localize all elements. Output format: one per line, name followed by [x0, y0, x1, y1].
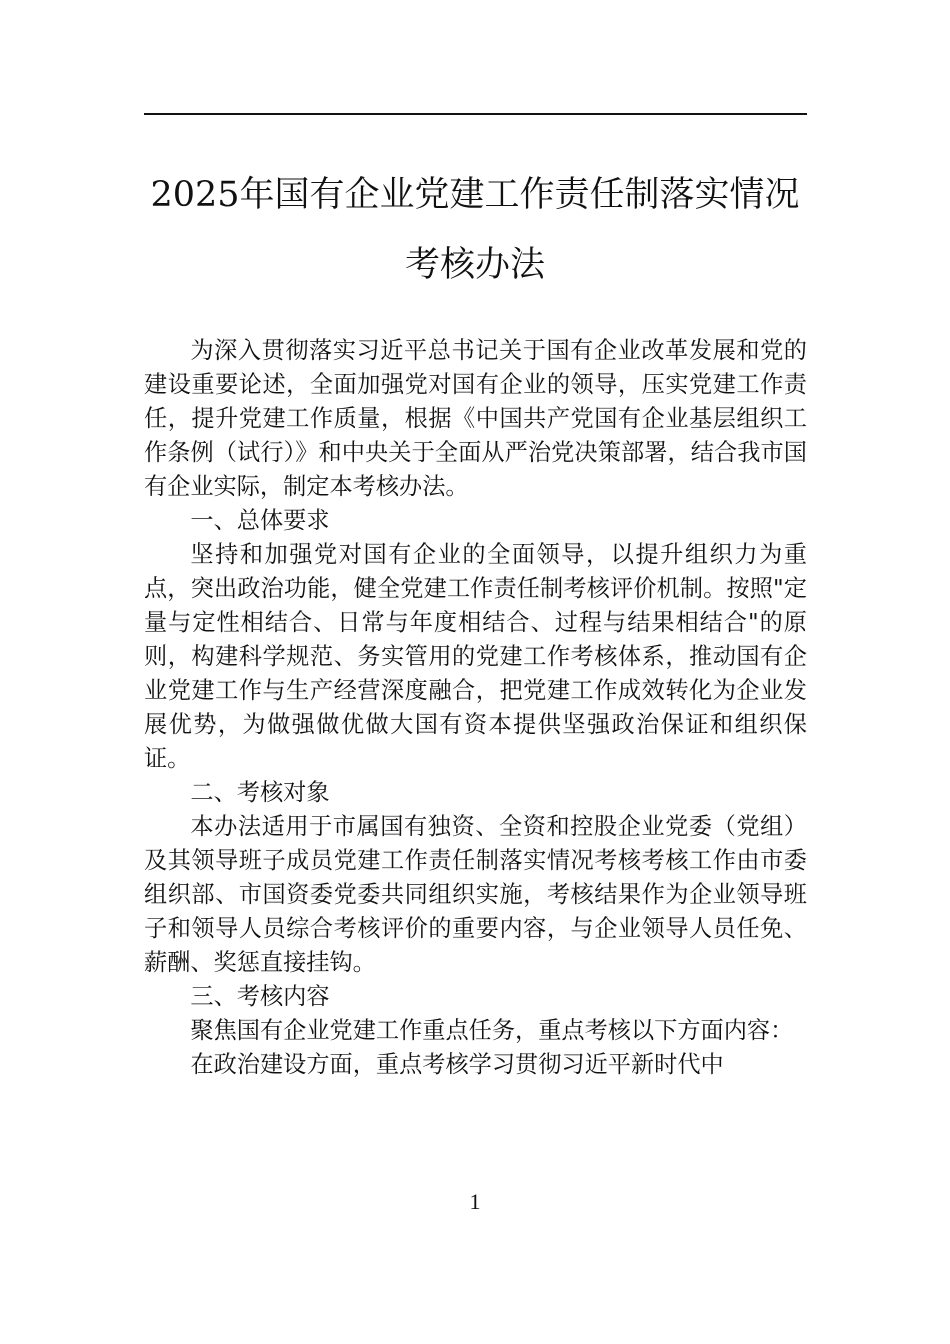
document-body	[144, 334, 807, 1082]
section-heading-general-requirements: 一、总体要求	[190, 507, 330, 534]
section-heading-assessment-content: 三、考核内容	[190, 983, 330, 1010]
document-title-line-1: 2025年国有企业党建工作责任制落实情况	[150, 175, 800, 215]
page-number: 1	[469, 1189, 481, 1214]
paragraph-general-requirements: 坚持和加强党对国有企业的全面领导，以提升组织力为重点，突出政治功能，健全党建工作责任制考核评价机制。按照"定量与定性相结合、日常与年度相结合、过程与结果相结合"的原则，构建科学规范、务实管用的党建工作考核体系，推动国有企业党建工作与生产经营深度融合，把党建工作成效转化为企业发展优势，为做强做优做大国有资本提供坚强政治保证和组织保证。	[144, 541, 807, 772]
document-title-line-2: 考核办法	[404, 245, 545, 285]
paragraph-political-construction: 在政治建设方面，重点考核学习贯彻习近平新时代中	[190, 1051, 724, 1078]
paragraph-intro: 为深入贯彻落实习近平总书记关于国有企业改革发展和党的建设重要论述，全面加强党对国有企业的领导，压实党建工作责任，提升党建工作质量，根据《中国共产党国有企业基层组织工作条例（试行）》和中央关于全面从严治党决策部署，结合我市国有企业实际，制定本考核办法。	[144, 337, 807, 500]
header-rule	[144, 113, 807, 115]
section-heading-assessment-targets: 二、考核对象	[190, 779, 330, 806]
paragraph-assessment-content: 聚焦国有企业党建工作重点任务，重点考核以下方面内容：	[190, 1017, 794, 1044]
paragraph-assessment-targets: 本办法适用于市属国有独资、全资和控股企业党委（党组）及其领导班子成员党建工作责任制落实情况考核考核工作由市委组织部、市国资委党委共同组织实施，考核结果作为企业领导班子和领导人员综合考核评价的重要内容，与企业领导人员任免、薪酬、奖惩直接挂钩。	[144, 813, 807, 976]
